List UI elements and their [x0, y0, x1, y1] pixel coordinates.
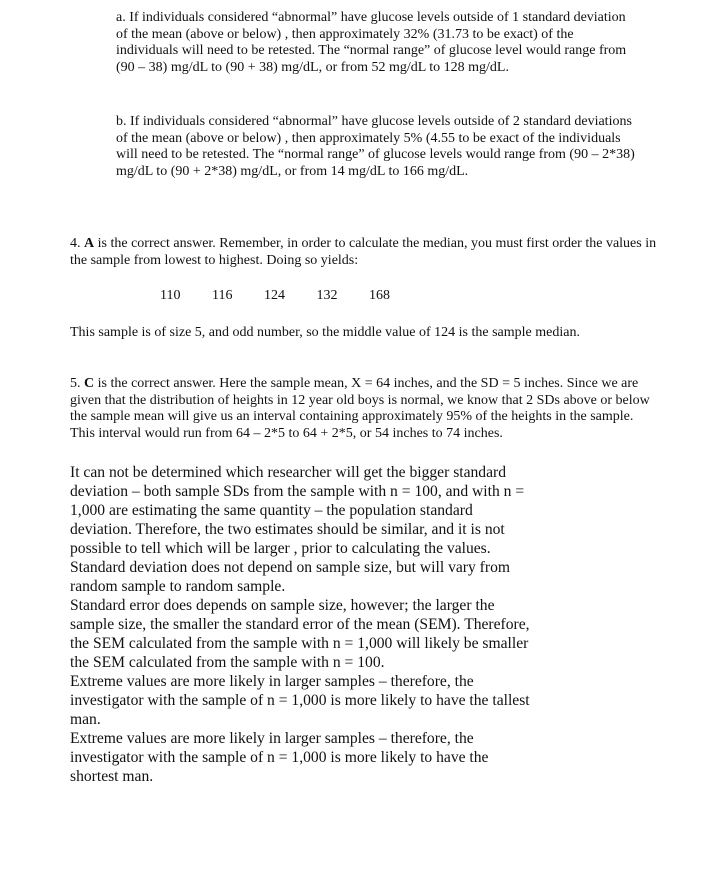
sample-values-row: [160, 288, 460, 305]
sample-value: 132: [316, 288, 338, 303]
answer-4-text: is the correct answer. Remember, in order to calculate the median, you must first order the values in the sample from lowest to highest. Doing so yields:: [70, 236, 657, 268]
overlay-paragraph-3: Extreme values are more likely in larger samples – therefore, the investigator with the sample of n = 1,000 is more likely to have the tallest man.: [70, 673, 530, 728]
answer-5-number: 5.: [70, 376, 84, 391]
answer-5-paragraph: [70, 376, 660, 448]
overlay-paragraph-2: Standard error does depends on sample size, however; the larger the sample size, the smaller the standard error of the mean (SEM). Therefore, the SEM calculated from the sample with n = 1,000 will likely be smaller the SEM calculated from the sample with n = 100.: [70, 597, 530, 671]
overlay-paragraph-1: It can not be determined which researcher will get the bigger standard deviation – both sample SDs from the sample with n = 100, and with n = 1,000 are estimating the same quantity – the population standard deviation. Therefore, the two estimates should be similar, and it is not possible to tell which will be larger , prior to calculating the values. Standard deviation does not depend on sample size, but will vary from random sample to random sample.: [70, 464, 525, 595]
median-explanation-text: This sample is of size 5, and odd number, so the middle value of 124 is the sample median.: [70, 325, 580, 340]
item-b-paragraph: [116, 114, 636, 180]
sample-value: 110: [160, 288, 181, 303]
overlay-text-block: [70, 463, 530, 786]
answer-4-number: 4.: [70, 236, 84, 251]
overlay-paragraph-4: Extreme values are more likely in larger samples – therefore, the investigator with the sample of n = 1,000 is more likely to have the shortest man.: [70, 730, 489, 785]
sample-mean-symbol: $\overline{X}$: [351, 376, 362, 391]
answer-5-text-b: = 64 inches, and the SD = 5 inches. Since we are given that the distribution of heights in 12 year old boys is normal, we know that 2 SDs above or below the sample mean will give us an interval containing approximately 95% of the heights in the sample. This interval would run from 64 – 2*5 to 64 + 2*5, or 54 inches to 74 inches.: [70, 376, 650, 441]
item-a-paragraph: [116, 10, 636, 76]
answer-4-letter: A: [84, 236, 95, 251]
answer-4-line: [70, 236, 660, 269]
answer-5-clipped-text: [70, 376, 660, 448]
item-b-text: b. If individuals considered “abnormal” have glucose levels outside of 2 standard deviations of the mean (above or below) , then approximately 5% (4.55 to be exact of the individuals will need to be retested. The “normal range” of glucose levels would range from (90 – 2*38) mg/dL to (90 + 2*38) mg/dL, or from 14 mg/dL to 166 mg/dL.: [116, 114, 635, 179]
median-explanation-paragraph: [70, 325, 650, 342]
answer-4-paragraph: [70, 236, 660, 269]
item-a-text: a. If individuals considered “abnormal” have glucose levels outside of 1 standard deviation of the mean (above or below) , then approximately 32% (31.73 to be exact) of the individuals will need to be retested. The “normal range” of glucose level would range from (90 – 38) mg/dL to (90 + 38) mg/dL, or from 52 mg/dL to 128 mg/dL.: [116, 10, 627, 75]
answer-5-letter: C: [84, 376, 95, 391]
answer-5-text-a: is the correct answer. Here the sample mean,: [94, 376, 352, 391]
sample-value: 124: [263, 288, 285, 303]
sample-value: 168: [368, 288, 390, 303]
sample-value: 116: [211, 288, 233, 303]
